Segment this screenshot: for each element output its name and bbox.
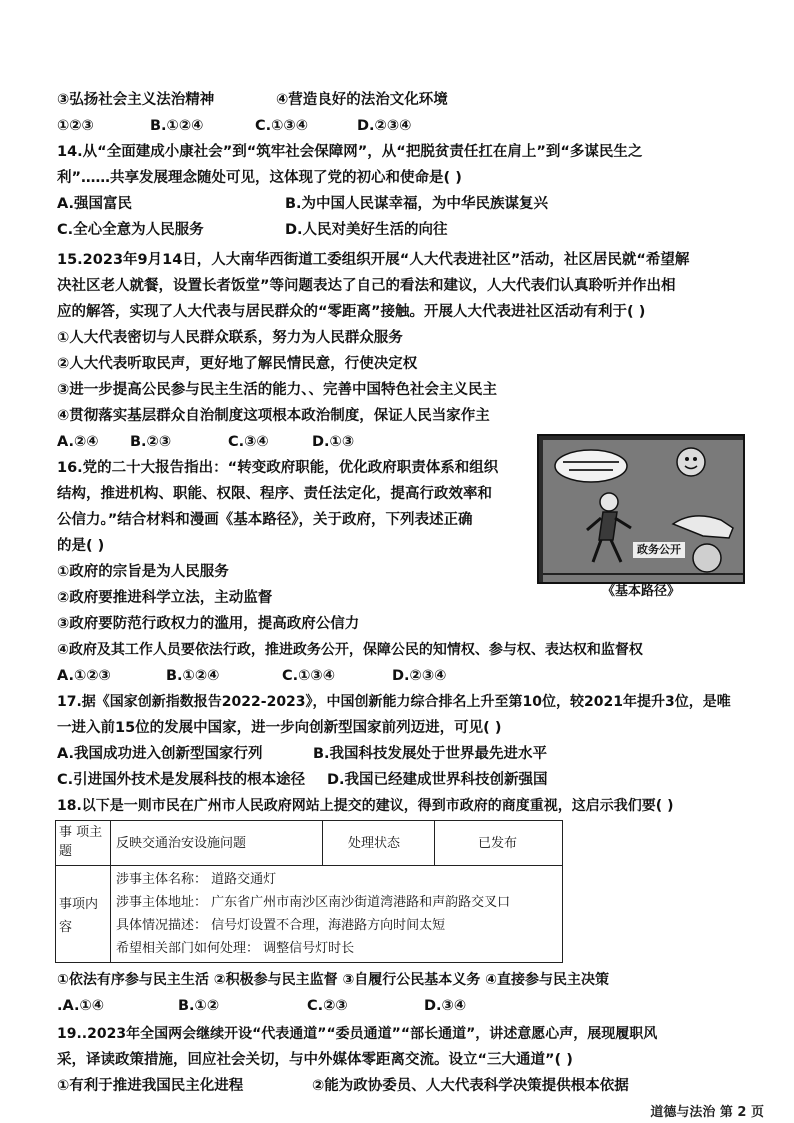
table-content-label-2: 容 (59, 920, 73, 935)
q15-stem-line-3: 应的解答，实现了人大代表与居民群众的“零距离”接触。开展人大代表进社区活动有利于( ) (57, 304, 646, 320)
table-status-label: 处理状态 (348, 836, 401, 851)
q13-item-3: ③弘扬社会主义法治精神 (57, 92, 215, 108)
q17-option-c: C.引进国外技术是发展科技的根本途径 (57, 772, 306, 788)
q16-option-d: D.②③④ (392, 668, 447, 684)
q15-item-2: ②人大代表听取民声，更好地了解民情民意，行使决定权 (57, 356, 418, 372)
q18-option-b: B.①② (178, 998, 220, 1014)
q16-item-2: ②政府要推进科学立法，主动监督 (57, 590, 273, 606)
q15-stem-line-1: 15.2023年9月14日，人大南华西街道工委组织开展“人大代表进社区”活动，社区居民就“希望解 (57, 252, 690, 268)
table-content-label-1: 事项内 (59, 897, 99, 912)
q16-option-c: C.①③④ (282, 668, 335, 684)
q13-option-c: C.①③④ (255, 118, 308, 134)
q14-stem-line-2: 利”……共享发展理念随处可见，这体现了党的初心和使命是( ) (57, 170, 462, 186)
q13-option-b: B.①②④ (150, 118, 204, 134)
q16-option-b: B.①②④ (166, 668, 220, 684)
q15-option-d: D.①③ (312, 434, 355, 450)
q13-item-4: ④营造良好的法治文化环境 (276, 92, 448, 108)
q18-items: ①依法有序参与民主生活 ②积极参与民主监督 ③自履行公民基本义务 ④直接参与民主决策 (57, 972, 610, 988)
q16-stem-line-3: 公信力。”结合材料和漫画《基本路径》，关于政府，下列表述正确 (57, 512, 473, 528)
table-content-line: 具体情况描述： 信号灯设置不合理，海港路方向时间太短 (116, 918, 446, 933)
suggestion-table (55, 820, 563, 963)
q17-option-d: D.我国已经建成世界科技创新强国 (327, 772, 548, 788)
table-status-value: 已发布 (478, 836, 518, 851)
q19-item-1: ①有利于推进我国民主化进程 (57, 1078, 244, 1094)
table-divider (56, 865, 562, 866)
q19-item-2: ②能为政协委员、人大代表科学决策提供根本依据 (312, 1078, 629, 1094)
q17-option-a: A.我国成功进入创新型国家行列 (57, 746, 263, 762)
q18-option-d: D.③④ (424, 998, 467, 1014)
table-divider (434, 821, 435, 865)
q15-option-a: A.②④ (57, 434, 99, 450)
q16-stem-line-2: 结构，推进机构、职能、权限、程序、责任法定化，提高行政效率和 (57, 486, 492, 502)
q17-stem-line-2: 一进入前15位的发展中国家，进一步向创新型国家前列迈进，可见( ) (57, 720, 502, 736)
table-divider (322, 821, 323, 865)
table-content-line: 希望相关部门如何处理： 调整信号灯时长 (116, 941, 355, 956)
table-topic-label-1: 事 项主 (59, 825, 103, 840)
q17-option-b: B.我国科技发展处于世界最先进水平 (313, 746, 548, 762)
cartoon-drawing (543, 440, 743, 582)
q14-stem-line-1: 14.从“全面建成小康社会”到“筑牢社会保障网”，从“把脱贫责任扛在肩上”到“多谋民生之 (57, 144, 643, 160)
q15-option-c: C.③④ (228, 434, 269, 450)
q16-option-a: A.①②③ (57, 668, 111, 684)
q16-item-4: ④政府及其工作人员要依法行政，推进政务公开，保障公民的知情权、参与权、表达权和监督权 (57, 642, 643, 658)
q15-option-b: B.②③ (130, 434, 172, 450)
q18-stem-line-1: 18.以下是一则市民在广州市人民政府网站上提交的建议，得到市政府的商度重视，这启示我们要( ) (57, 798, 674, 814)
q14-option-d: D.人民对美好生活的向往 (285, 222, 448, 238)
q16-item-1: ①政府的宗旨是为人民服务 (57, 564, 229, 580)
table-content-line: 涉事主体名称： 道路交通灯 (116, 872, 277, 887)
q18-option-c: C.②③ (307, 998, 348, 1014)
q17-stem-line-1: 17.据《国家创新指数报告2022-2023》，中国创新能力综合排名上升至第10位，较2021年提升3位，是唯 (57, 694, 731, 710)
q15-item-4: ④贯彻落实基层群众自治制度这项根本政治制度，保证人民当家作主 (57, 408, 490, 424)
table-content-line: 涉事主体地址： 广东省广州市南沙区南沙街道湾港路和声韵路交叉口 (116, 895, 511, 910)
table-topic-value: 反映交通治安设施问题 (116, 836, 247, 851)
q16-item-3: ③政府要防范行政权力的滥用，提高政府公信力 (57, 616, 360, 632)
q14-option-a: A.强国富民 (57, 196, 132, 212)
q15-item-1: ①人大代表密切与人民群众联系，努力为人民群众服务 (57, 330, 403, 346)
q13-option-d: D.②③④ (357, 118, 412, 134)
q15-stem-line-2: 决社区老人就餐，设置长者饭堂”等问题表达了自己的看法和建议，人大代表们认真聆听并作出相 (57, 278, 676, 294)
table-topic-label-2: 题 (59, 844, 73, 859)
q16-stem-line-4: 的是( ) (57, 538, 105, 554)
q16-stem-line-1: 16.党的二十大报告指出：“转变政府职能，优化政府职责体系和组织 (57, 460, 499, 476)
q19-stem-line-2: 采，译读政策措施，回应社会关切，与中外媒体零距离交流。设立“三大通道”( ) (57, 1052, 573, 1068)
q19-stem-line-1: 19..2023年全国两会继续开设“代表通道”“委员通道”“部长通道”，讲述意愿心声，展现履职风 (57, 1026, 658, 1042)
q14-option-c: C.全心全意为人民服务 (57, 222, 204, 238)
cartoon-basic-path (537, 434, 745, 584)
table-divider (110, 821, 111, 962)
cartoon-sign-label: 政务公开 (633, 542, 685, 558)
q14-option-b: B.为中国人民谋幸福，为中华民族谋复兴 (285, 196, 549, 212)
q13-option-a: ①②③ (57, 118, 94, 134)
q18-option-a: .A.①④ (57, 998, 105, 1014)
cartoon-caption: 《基本路径》 (601, 584, 680, 599)
q15-item-3: ③进一步提高公民参与民主生活的能力、、完善中国特色社会主义民主 (57, 382, 498, 398)
page-footer: 道德与法治 第 2 页 (650, 1105, 764, 1120)
